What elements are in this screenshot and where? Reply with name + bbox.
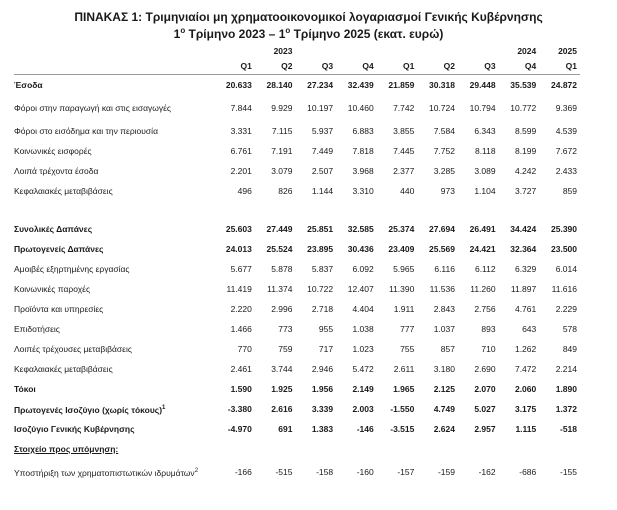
cell: 1.104 <box>474 186 496 196</box>
cell: 21.859 <box>388 80 415 90</box>
cell: -160 <box>356 467 374 477</box>
cell: 2.624 <box>433 424 455 434</box>
cell: 3.727 <box>514 186 537 196</box>
cell: 2.070 <box>474 384 496 394</box>
cell: 6.329 <box>514 264 537 274</box>
cell: 9.929 <box>271 103 293 113</box>
row-label: Τόκοι <box>14 383 36 394</box>
row-label: Αμοιβές εξηρτημένης εργασίας <box>14 263 130 274</box>
cell: 2.201 <box>230 166 252 176</box>
cell: 973 <box>440 186 455 196</box>
cell: 2.377 <box>393 166 415 176</box>
cell: 25.374 <box>388 224 415 234</box>
cell: 11.419 <box>226 284 252 294</box>
row-label <box>14 459 214 485</box>
cell: 578 <box>562 324 577 334</box>
footnote-marker: 2 <box>194 467 199 474</box>
cell: 3.968 <box>352 166 374 176</box>
cell: 1.965 <box>393 384 415 394</box>
quarter-header: Q3 <box>295 58 336 75</box>
cell: 11.536 <box>429 284 455 294</box>
cell: 770 <box>237 344 252 354</box>
cell: 6.116 <box>434 264 455 274</box>
cell: 1.144 <box>311 186 334 196</box>
quarter-header-empty <box>14 58 214 75</box>
cell: 859 <box>562 186 577 196</box>
quarter-header: Q4 <box>336 58 377 75</box>
quarter-header: Q1 <box>377 58 418 75</box>
row-label <box>14 399 214 419</box>
cell: 7.191 <box>271 146 293 156</box>
cell: -157 <box>397 467 415 477</box>
cell: 3.744 <box>271 364 293 374</box>
cell: 6.092 <box>352 264 374 274</box>
cell: 7.818 <box>352 146 374 156</box>
cell: 27.694 <box>428 224 455 234</box>
cell: 26.491 <box>469 224 496 234</box>
cell: 2.220 <box>230 304 252 314</box>
cell: 10.460 <box>347 103 374 113</box>
cell: 955 <box>318 324 334 334</box>
table-row-revenue <box>14 75 580 96</box>
cell: 5.472 <box>352 364 374 374</box>
quarter-header: Q4 <box>499 58 540 75</box>
cell: 25.603 <box>225 224 252 234</box>
cell: 3.285 <box>433 166 455 176</box>
title-line-2 <box>0 24 617 41</box>
header-empty <box>14 43 214 58</box>
cell: 32.364 <box>510 244 537 254</box>
cell: 7.115 <box>271 126 293 136</box>
cell: 691 <box>278 424 293 434</box>
cell: 1.466 <box>230 324 252 334</box>
cell: 1.890 <box>555 384 577 394</box>
table-row-interest <box>14 379 580 399</box>
table-row <box>14 299 580 319</box>
cell: 2.507 <box>311 166 334 176</box>
cell: -686 <box>519 467 537 477</box>
cell: 8.599 <box>514 126 537 136</box>
cell: 1.038 <box>352 324 374 334</box>
cell: 6.014 <box>555 264 577 274</box>
cell: 710 <box>481 344 496 354</box>
cell: 773 <box>278 324 293 334</box>
quarter-header: Q1 <box>539 58 580 75</box>
cell: 23.409 <box>388 244 415 254</box>
table-row-financial-support <box>14 459 580 485</box>
table-row <box>14 339 580 359</box>
cell: 1.262 <box>514 344 537 354</box>
cell: 6.112 <box>474 264 496 274</box>
row-label: Λοιπές τρέχουσες μεταβιβάσεις <box>14 343 132 354</box>
cell: 10.794 <box>469 103 496 113</box>
cell: 25.569 <box>428 244 455 254</box>
cell: -159 <box>437 467 455 477</box>
table-row-primary-balance <box>14 399 580 419</box>
cell: 2.149 <box>352 384 374 394</box>
cell: 1.037 <box>433 324 455 334</box>
cell: 10.722 <box>307 284 334 294</box>
row-label: Κεφαλαιακές μεταβιβάσεις <box>14 185 113 196</box>
row-label: Επιδοτήσεις <box>14 323 60 334</box>
cell: 5.937 <box>311 126 334 136</box>
cell: 25.390 <box>551 224 577 234</box>
row-label: Έσοδα <box>14 79 43 90</box>
row-label: Κεφαλαιακές μεταβιβάσεις <box>14 363 113 374</box>
cell: 24.013 <box>225 244 252 254</box>
year-2023-spacer <box>295 43 376 58</box>
cell: 3.175 <box>514 404 537 414</box>
cell: 6.343 <box>474 126 496 136</box>
cell: 2.060 <box>514 384 537 394</box>
table-row <box>14 279 580 299</box>
cell: 2.214 <box>555 364 577 374</box>
cell: 7.742 <box>393 103 415 113</box>
cell: 23.500 <box>551 244 577 254</box>
cell: 643 <box>522 324 537 334</box>
row-label-text: Υποστήριξη των χρηματοπιστωτικών ιδρυμάτων <box>14 467 195 478</box>
cell: 3.089 <box>474 166 496 176</box>
row-label: Λοιπά τρέχοντα έσοδα <box>14 165 99 176</box>
cell: 11.374 <box>267 284 293 294</box>
cell: 8.199 <box>514 146 537 156</box>
cell: 2.003 <box>352 404 374 414</box>
quarter-header: Q3 <box>458 58 499 75</box>
cell: 5.878 <box>271 264 293 274</box>
cell: 755 <box>400 344 415 354</box>
cell: 2.996 <box>271 304 293 314</box>
table-row <box>14 359 580 379</box>
cell: 4.749 <box>433 404 455 414</box>
row-label: Κοινωνικές εισφορές <box>14 145 92 156</box>
cell: -162 <box>478 467 496 477</box>
cell: 440 <box>400 186 415 196</box>
table-row <box>14 121 580 141</box>
cell: 35.539 <box>510 80 537 90</box>
accounts-table <box>14 43 580 485</box>
quarter-header: Q2 <box>255 58 296 75</box>
row-label: Συνολικές Δαπάνες <box>14 223 93 234</box>
cell: 1.372 <box>555 404 577 414</box>
cell: 826 <box>278 186 293 196</box>
cell: 1.023 <box>352 344 374 354</box>
row-label: Πρωτογενείς Δαπάνες <box>14 243 104 254</box>
cell: 849 <box>562 344 577 354</box>
year-2024-spacer <box>377 43 458 58</box>
title-mid: Τρίμηνο 2023 – 1 <box>185 27 286 41</box>
cell: 25.851 <box>307 224 334 234</box>
table-row <box>14 141 580 161</box>
cell: 24.421 <box>469 244 496 254</box>
cell: 2.611 <box>393 364 415 374</box>
table-row-primary-expenditure <box>14 239 580 259</box>
title-sup-2: ο <box>285 26 291 35</box>
cell: 4.404 <box>352 304 374 314</box>
cell: 5.677 <box>230 264 252 274</box>
cell: 28.140 <box>266 80 293 90</box>
cell: 27.234 <box>307 80 334 90</box>
cell: 1.383 <box>311 424 334 434</box>
title-q-start: 1 <box>173 27 181 41</box>
cell: 11.390 <box>388 284 415 294</box>
memo-label: Στοιχείο προς υπόμνηση: <box>14 443 119 454</box>
cell: -3.515 <box>390 424 415 434</box>
title-sup-1: ο <box>180 26 186 35</box>
quarter-header: Q2 <box>417 58 458 75</box>
spacer-row <box>14 201 580 219</box>
cell: 7.844 <box>230 103 252 113</box>
cell: -1.550 <box>390 404 415 414</box>
cell: 7.449 <box>311 146 334 156</box>
cell: 496 <box>237 186 252 196</box>
table-row <box>14 95 580 121</box>
cell: 9.369 <box>555 103 577 113</box>
cell: -158 <box>316 467 334 477</box>
cell: 759 <box>278 344 293 354</box>
cell: 2.690 <box>474 364 496 374</box>
cell: 27.449 <box>266 224 293 234</box>
cell: 1.925 <box>271 384 293 394</box>
cell: 11.616 <box>551 284 577 294</box>
title-end: Τρίμηνο 2025 (εκατ. ευρώ) <box>290 27 444 41</box>
cell: 1.590 <box>230 384 252 394</box>
year-2025: 2025 <box>558 45 577 56</box>
cell: 1.911 <box>393 304 415 314</box>
cell: 23.895 <box>307 244 334 254</box>
cell: 5.837 <box>311 264 334 274</box>
cell: 2.756 <box>474 304 496 314</box>
table-row <box>14 319 580 339</box>
cell: -155 <box>559 467 577 477</box>
table-row-general-government-balance <box>14 419 580 439</box>
cell: 7.445 <box>393 146 415 156</box>
cell: 11.260 <box>470 284 496 294</box>
cell: 893 <box>481 324 496 334</box>
cell: 3.079 <box>271 166 293 176</box>
cell: -4.970 <box>227 424 252 434</box>
cell: 8.118 <box>474 146 496 156</box>
cell: 2.229 <box>555 304 577 314</box>
cell: 3.180 <box>433 364 455 374</box>
cell: -166 <box>234 467 252 477</box>
year-2023: 2023 <box>273 45 293 56</box>
cell: 30.318 <box>428 80 455 90</box>
cell: -3.380 <box>227 404 252 414</box>
cell: -518 <box>559 424 577 434</box>
cell: 20.633 <box>225 80 252 90</box>
cell: 1.115 <box>515 424 537 434</box>
cell: 2.461 <box>230 364 252 374</box>
cell: 10.772 <box>510 103 537 113</box>
cell: 7.672 <box>555 146 577 156</box>
row-label: Φόροι στο εισόδημα και την περιουσία <box>14 125 158 136</box>
cell: 3.855 <box>393 126 415 136</box>
table-row <box>14 161 580 181</box>
cell: 2.957 <box>474 424 496 434</box>
cell: 10.724 <box>428 103 455 113</box>
cell: 3.331 <box>230 126 252 136</box>
cell: 6.883 <box>352 126 374 136</box>
cell: 7.584 <box>433 126 455 136</box>
cell: 32.439 <box>347 80 374 90</box>
cell: 30.436 <box>347 244 374 254</box>
year-header-row <box>14 43 580 58</box>
quarter-header: Q1 <box>214 58 255 75</box>
cell: 2.125 <box>433 384 455 394</box>
row-label: Ισοζύγιο Γενικής Κυβέρνησης <box>14 423 135 434</box>
cell: 3.310 <box>352 186 374 196</box>
cell: 32.585 <box>347 224 374 234</box>
cell: 857 <box>440 344 455 354</box>
cell: 34.424 <box>510 224 537 234</box>
cell: 4.761 <box>514 304 537 314</box>
cell: 3.339 <box>311 404 334 414</box>
cell: 6.761 <box>230 146 252 156</box>
cell: 5.965 <box>393 264 415 274</box>
row-label-text: Πρωτογενές Ισοζύγιο (χωρίς τόκους) <box>14 404 163 415</box>
title-line-1: ΠΙΝΑΚΑΣ 1: Τριμηνιαίοι μη χρηματοοικονομικοί λογαριασμοί Γενικής Κυβέρνησης <box>74 10 543 24</box>
cell: 2.616 <box>271 404 293 414</box>
cell: -146 <box>356 424 374 434</box>
row-label: Προϊόντα και υπηρεσίες <box>14 303 104 314</box>
memo-header-row <box>14 439 580 459</box>
cell: 7.472 <box>514 364 537 374</box>
cell: 25.524 <box>266 244 293 254</box>
cell: 717 <box>318 344 334 354</box>
row-label: Κοινωνικές παροχές <box>14 283 91 294</box>
cell: 24.872 <box>551 80 577 90</box>
cell: -515 <box>275 467 293 477</box>
cell: 4.242 <box>514 166 537 176</box>
cell: 29.448 <box>469 80 496 90</box>
cell: 12.407 <box>347 284 374 294</box>
cell: 2.718 <box>311 304 334 314</box>
cell: 1.956 <box>311 384 334 394</box>
row-label: Φόροι στην παραγωγή και στις εισαγωγές <box>14 102 172 113</box>
cell: 11.897 <box>510 284 537 294</box>
table-row <box>14 181 580 201</box>
footnote-marker: 1 <box>162 404 166 411</box>
table-row-total-expenditure <box>14 219 580 239</box>
cell: 2.843 <box>433 304 455 314</box>
cell: 777 <box>400 324 415 334</box>
year-2024: 2024 <box>517 45 537 56</box>
table-row <box>14 259 580 279</box>
cell: 5.027 <box>474 404 496 414</box>
cell: 7.752 <box>433 146 455 156</box>
cell: 2.946 <box>311 364 334 374</box>
quarter-header-row <box>14 58 580 75</box>
cell: 4.539 <box>555 126 577 136</box>
cell: 10.197 <box>307 103 334 113</box>
table-title <box>0 10 617 41</box>
cell: 2.433 <box>555 166 577 176</box>
